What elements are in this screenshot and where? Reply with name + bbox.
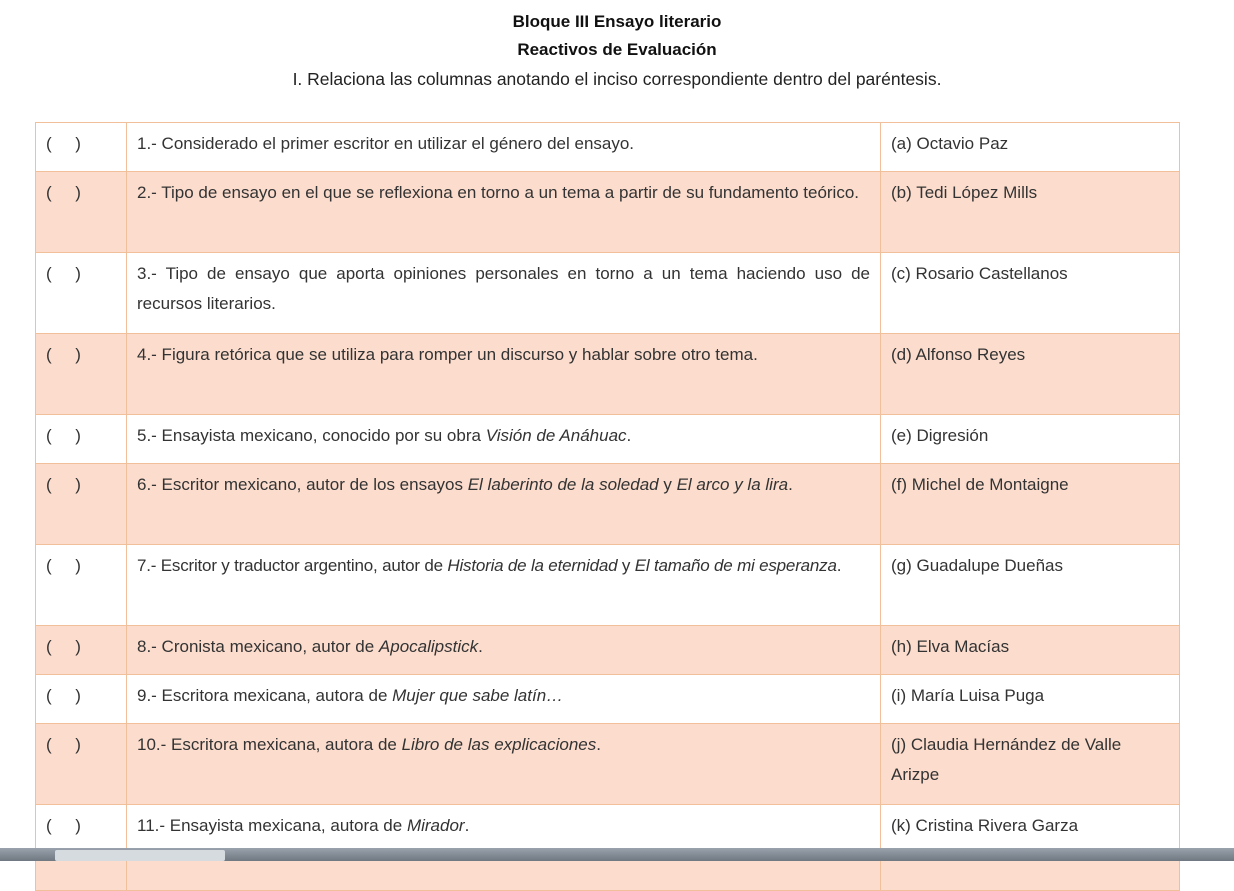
document-title: Bloque III Ensayo literario (512, 12, 722, 31)
table-row (36, 626, 1180, 675)
option-cell: (e) Digresión (881, 415, 1180, 464)
question-cell: 5.- Ensayista mexicano, conocido por su obra Visión de Anáhuac. (127, 415, 881, 464)
question-cell: 10.- Escritora mexicana, autora de Libro de las explicaciones. (127, 724, 881, 805)
table-row (36, 805, 1180, 854)
answer-blank[interactable]: ( ) (36, 123, 127, 172)
question-cell: 7.- Escritor y traductor argentino, autor de Historia de la eternidad y El tamaño de mi esperanza. (127, 545, 881, 626)
answer-blank[interactable]: ( ) (36, 545, 127, 626)
option-cell: (f) Michel de Montaigne (881, 464, 1180, 545)
option-cell: (i) María Luisa Puga (881, 675, 1180, 724)
option-cell: (g) Guadalupe Dueñas (881, 545, 1180, 626)
answer-blank[interactable]: ( ) (36, 626, 127, 675)
option-cell: (b) Tedi López Mills (881, 172, 1180, 253)
option-cell: (h) Elva Macías (881, 626, 1180, 675)
question-cell: 2.- Tipo de ensayo en el que se reflexiona en torno a un tema a partir de su fundamento teórico. (127, 172, 881, 253)
question-cell: 3.- Tipo de ensayo que aporta opiniones personales en torno a un tema haciendo uso de recursos literarios. (127, 253, 881, 334)
question-cell: 4.- Figura retórica que se utiliza para romper un discurso y hablar sobre otro tema. (127, 334, 881, 415)
table-row (36, 675, 1180, 724)
scrollbar-thumb[interactable] (55, 850, 225, 861)
option-cell: (d) Alfonso Reyes (881, 334, 1180, 415)
table-row (36, 172, 1180, 253)
table-row (36, 253, 1180, 334)
table-row (36, 334, 1180, 415)
answer-blank[interactable]: ( ) (36, 464, 127, 545)
instruction-text: I. Relaciona las columnas anotando el inciso correspondiente dentro del paréntesis. (292, 69, 942, 89)
answer-blank[interactable]: ( ) (36, 675, 127, 724)
option-cell: (c) Rosario Castellanos (881, 253, 1180, 334)
answer-blank[interactable]: ( ) (36, 334, 127, 415)
question-cell: 8.- Cronista mexicano, autor de Apocalipstick. (127, 626, 881, 675)
horizontal-scrollbar[interactable] (0, 848, 1234, 861)
answer-blank[interactable]: ( ) (36, 805, 127, 854)
document-subtitle: Reactivos de Evaluación (517, 40, 717, 59)
answer-blank[interactable]: ( ) (36, 415, 127, 464)
table-row (36, 724, 1180, 805)
table-row (36, 545, 1180, 626)
question-cell: 6.- Escritor mexicano, autor de los ensayos El laberinto de la soledad y El arco y la lira. (127, 464, 881, 545)
table-row (36, 464, 1180, 545)
matching-table (35, 122, 1180, 891)
option-cell: (a) Octavio Paz (881, 123, 1180, 172)
question-cell: 11.- Ensayista mexicana, autora de Mirador. (127, 805, 881, 854)
answer-blank[interactable]: ( ) (36, 724, 127, 805)
question-cell: 1.- Considerado el primer escritor en utilizar el género del ensayo. (127, 123, 881, 172)
question-cell: 9.- Escritora mexicana, autora de Mujer que sabe latín… (127, 675, 881, 724)
option-cell: (k) Cristina Rivera Garza (881, 805, 1180, 854)
option-cell: (j) Claudia Hernández de Valle Arizpe (881, 724, 1180, 805)
answer-blank[interactable]: ( ) (36, 253, 127, 334)
table-row (36, 415, 1180, 464)
answer-blank[interactable]: ( ) (36, 172, 127, 253)
table-row (36, 123, 1180, 172)
